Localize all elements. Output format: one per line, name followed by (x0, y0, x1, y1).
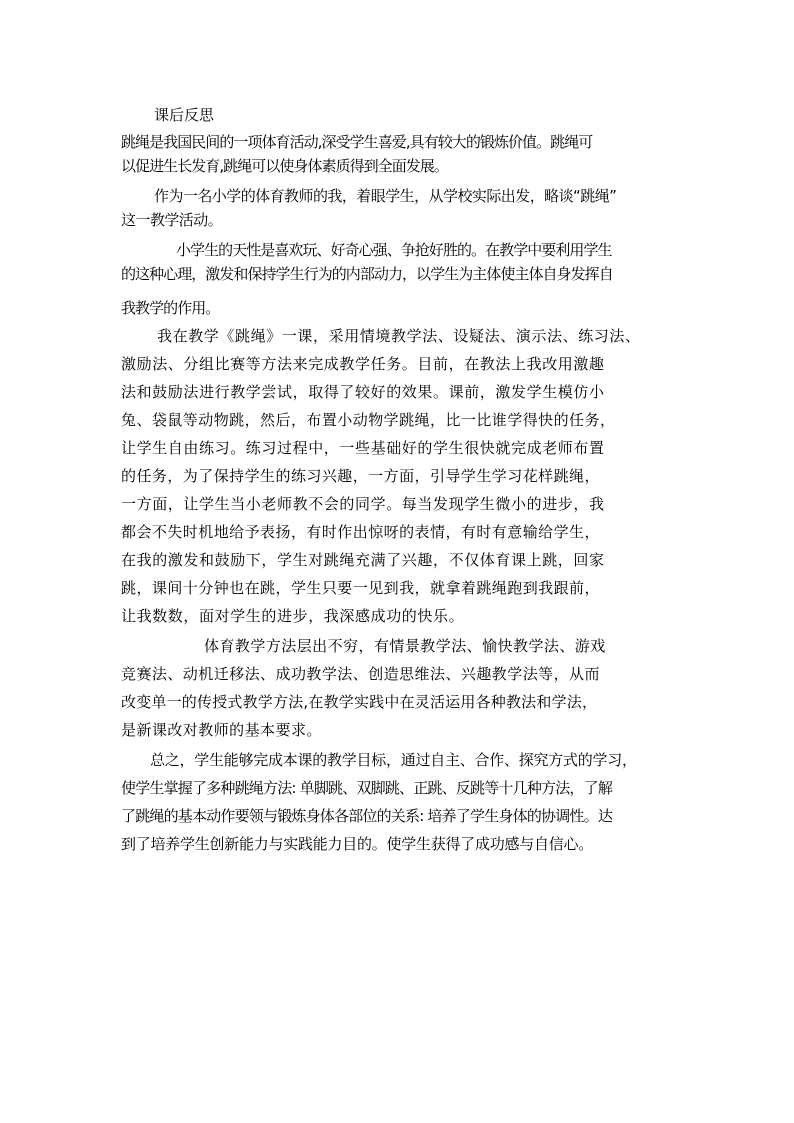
paragraph-6-line-3: 了跳绳的基本动作要领与锻炼身体各部位的关系: 培养了学生身体的协调性。达 (121, 807, 613, 825)
paragraph-4-line-10: 跳，课间十分钟也在跳，学生只要一见到我，就拿着跳绳跑到我跟前， (121, 579, 600, 597)
paragraph-4-line-2: 激励法、分组比赛等方法来完成教学任务。目前，在教法上我改用激趣 (121, 355, 605, 373)
paragraph-1-line-1: 跳绳是我国民间的一项体育活动,深受学生喜爱,具有较大的锻炼价值。跳绳可 (121, 133, 593, 151)
paragraph-5-line-2: 竞赛法、动机迁移法、成功教学法、创造思维法、兴趣教学法等，从而 (121, 665, 600, 683)
paragraph-4-line-7: 一方面，让学生当小老师教不会的同学。每当发现学生微小的进步，我 (121, 495, 605, 513)
paragraph-3-line-2: 的这种心理，激发和保持学生行为的内部动力，以学生为主体使主体自身发挥自 (121, 265, 613, 283)
paragraph-3-line-1: 小学生的天性是喜欢玩、好奇心强、争抢好胜的。在教学中要利用学生 (176, 241, 612, 259)
paragraph-4-line-6: 的任务，为了保持学生的练习兴趣，一方面，引导学生学习花样跳绳， (121, 467, 600, 485)
paragraph-5-line-4: 是新课改对教师的基本要求。 (121, 721, 322, 739)
paragraph-3-line-3: 我教学的作用。 (121, 299, 220, 317)
paragraph-2-line-2: 这一教学活动。 (121, 211, 223, 229)
paragraph-6-line-1: 总之，学生能够完成本课的教学目标，通过自主、合作、探究方式的学习， (150, 751, 637, 769)
paragraph-5-line-3: 改变单一的传授式教学方法,在教学实践中在灵活运用各种教法和学法， (121, 693, 598, 711)
paragraph-4-line-4: 兔、袋鼠等动物跳，然后，布置小动物学跳绳，比一比谁学得快的任务， (121, 411, 616, 429)
paragraph-4-line-9: 在我的激发和鼓励下，学生对跳绳充满了兴趣，不仅体育课上跳，回家 (121, 551, 605, 569)
paragraph-1-line-2: 以促进生长发育,跳绳可以使身体素质得到全面发展。 (121, 157, 448, 175)
paragraph-4-line-3: 法和鼓励法进行教学尝试，取得了较好的效果。课前，激发学生模仿小 (121, 383, 605, 401)
paragraph-6-line-2: 使学生掌握了多种跳绳方法: 单脚跳、双脚跳、正跳、反跳等十几种方法，了解 (121, 779, 613, 797)
paragraph-2-line-1: 作为一名小学的体育教师的我，着眼学生，从学校实际出发，略谈“跳绳” (154, 187, 617, 205)
paragraph-6-line-4: 到了培养学生创新能力与实践能力目的。使学生获得了成功感与自信心。 (121, 835, 594, 853)
paragraph-4-line-1: 我在教学《跳绳》一课，采用情境教学法、设疑法、演示法、练习法、 (157, 327, 641, 345)
page-title: 课后反思 (154, 106, 215, 124)
paragraph-4-line-5: 让学生自由练习。练习过程中，一些基础好的学生很快就完成老师布置 (121, 439, 605, 457)
paragraph-5-line-1: 体育教学方法层出不穷，有情景教学法、愉快教学法、游戏 (204, 637, 606, 655)
paragraph-4-line-11: 让我数数，面对学生的进步，我深感成功的快乐。 (121, 607, 465, 625)
paragraph-4-line-8: 都会不失时机地给予表扬，有时作出惊呀的表情，有时有意输给学生， (121, 523, 600, 541)
